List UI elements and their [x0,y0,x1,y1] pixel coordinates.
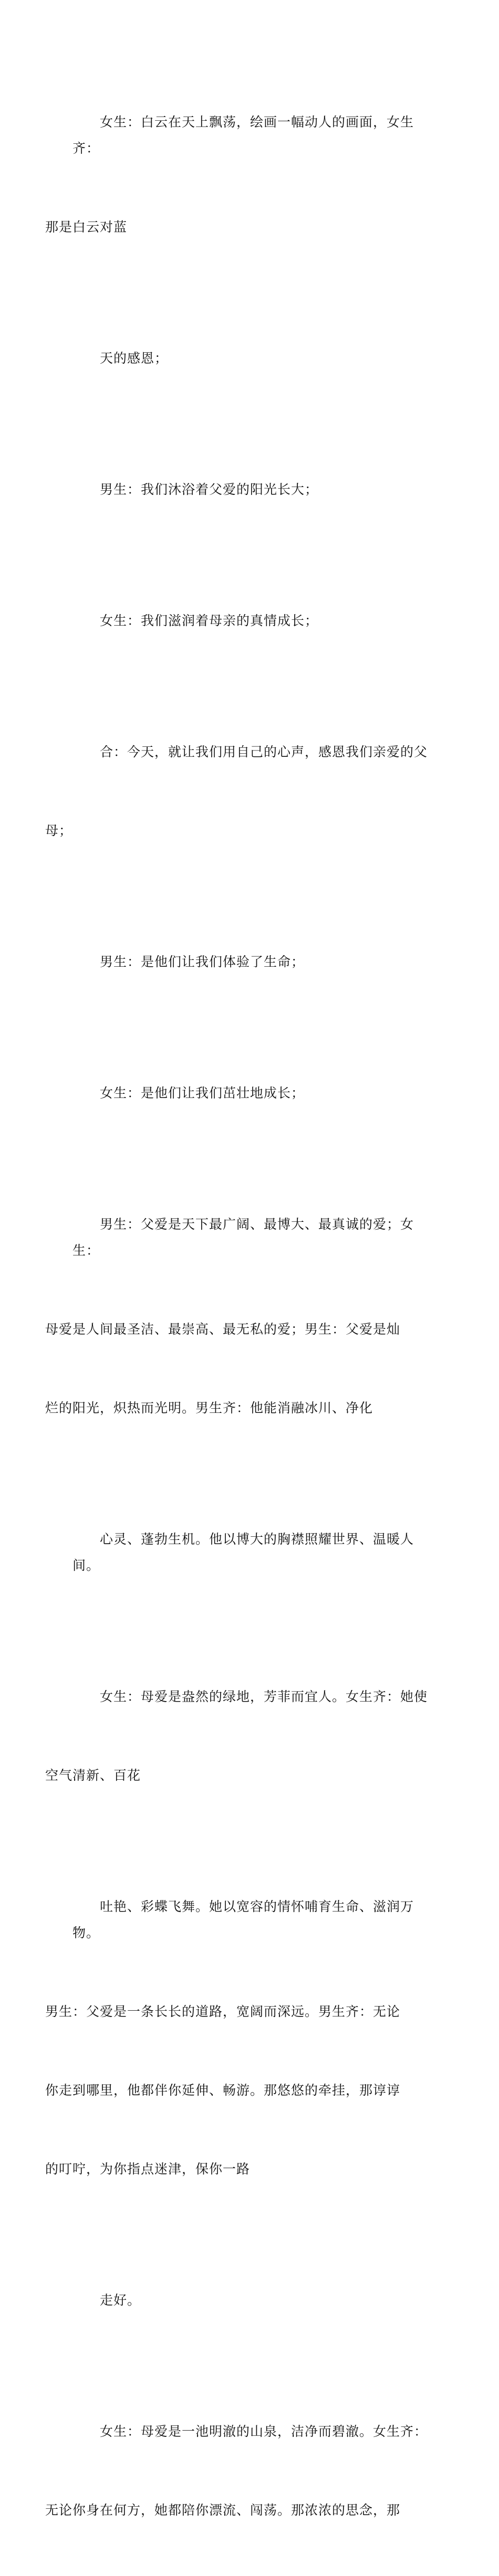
text-line: 母； [45,823,73,838]
text-line: 女生：是他们让我们茁壮地成长； [100,1085,305,1101]
paragraph [45,1159,435,1474]
text-line: 合：今天，就让我们用自己的心声，感恩我们亲爱的父 [100,744,428,759]
text-line: 心灵、蓬勃生机。他以博大的胸襟照耀世界、温暖人间。 [72,1532,414,1573]
text-line: 男生：是他们让我们体验了生命； [100,954,305,969]
text-line: 烂的阳光，炽热而光明。男生齐：他能消融冰川、净化 [45,1400,373,1416]
text-line: 空气清新、百花 [45,1768,141,1783]
paragraph [72,293,435,424]
text-line: 女生：母爱是一池明澈的山泉，洁净而碧澈。女生齐： [100,2424,428,2439]
paragraph [72,424,435,555]
text-line: 男生：父爱是一条长长的道路，宽阔而深远。男生齐：无论 [45,2004,401,2019]
text-line: 母爱是人间最圣洁、最崇高、最无私的爱；男生：父爱是灿 [45,1322,401,1337]
paragraph [45,1841,435,2235]
paragraph [72,896,435,1028]
paragraph [72,1474,435,1631]
text-line: 的叮咛，为你指点迷津，保你一路 [45,2161,251,2177]
text-line: 走好。 [100,2293,141,2308]
text-line: 那是白云对蓝 [45,219,128,235]
text-line: 女生：我们滋润着母亲的真情成长； [100,613,319,628]
text-line: 女生：白云在天上飘荡，绘画一幅动人的画面，女生齐： [72,114,414,156]
text-line: 天的感恩； [100,351,169,366]
text-line: 男生：我们沐浴着父爱的阳光长大； [100,482,319,497]
paragraph [45,2366,435,2576]
paragraph [72,2235,435,2366]
paragraph [45,1631,435,1841]
paragraph [72,555,435,687]
paragraph [45,687,435,896]
text-line: 吐艳、彩蝶飞舞。她以宽容的情怀哺育生命、滋润万物。 [72,1899,414,1940]
text-line: 女生：母爱是盎然的绿地，芳菲而宜人。女生齐：她使 [100,1689,428,1704]
paragraph [72,1028,435,1159]
text-line: 你走到哪里，他都伴你延伸、畅游。那悠悠的牵挂，那谆谆 [45,2083,401,2098]
paragraph [45,57,435,293]
text-line: 无论你身在何方，她都陪你漂流、闯荡。那浓浓的思念，那 [45,2503,401,2518]
text-line: 男生：父爱是天下最广阔、最博大、最真诚的爱；女生： [72,1217,414,1258]
